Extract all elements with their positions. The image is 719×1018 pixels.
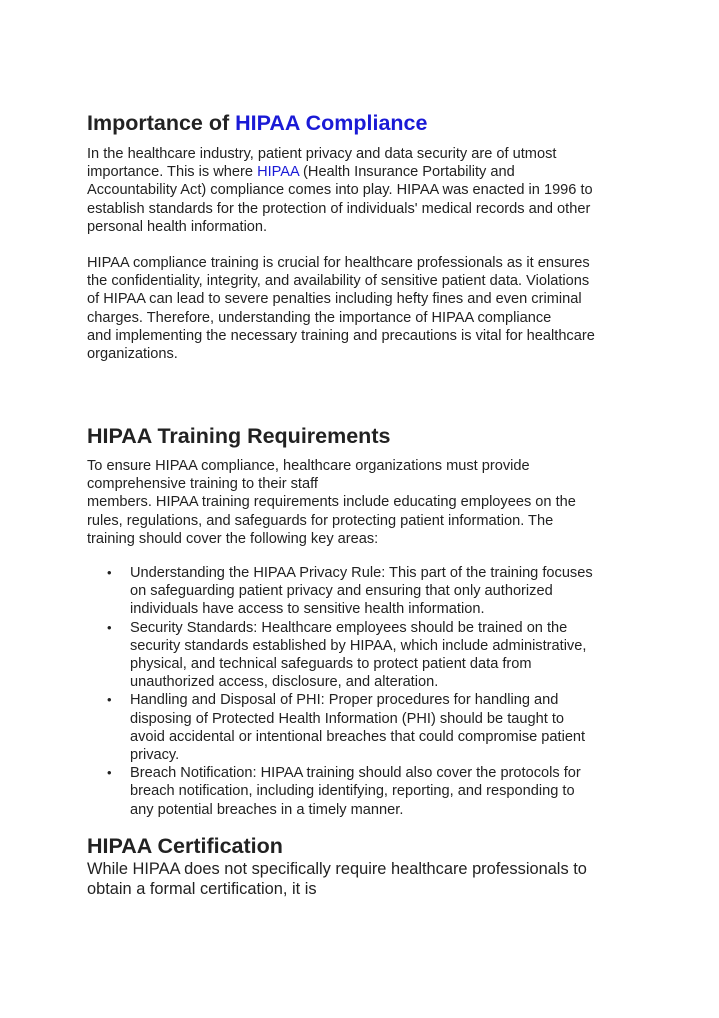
text-fragment: (Health Insurance Portability and xyxy=(298,164,515,181)
text-line: Understanding the HIPAA Privacy Rule: This part of the training focuses xyxy=(130,565,593,581)
paragraph-compliance-training xyxy=(87,254,647,363)
text-line: security standards established by HIPAA, which include administrative, xyxy=(130,637,587,654)
text-line: and implementing the necessary training and precautions is vital for healthcare xyxy=(87,327,595,344)
paragraph-training-intro xyxy=(87,457,647,548)
bullet-icon: • xyxy=(107,565,112,580)
list-item xyxy=(87,764,647,819)
text-line: establish standards for the protection of individuals' medical records and other xyxy=(87,200,591,217)
text-line: unauthorized access, disclosure, and alteration. xyxy=(130,674,439,691)
list-item xyxy=(87,691,647,764)
heading-hipaa-compliance-link[interactable]: HIPAA Compliance xyxy=(235,111,428,135)
text-line: Breach Notification: HIPAA training should also cover the protocols for xyxy=(130,765,581,782)
text-line: To ensure HIPAA compliance, healthcare organizations must provide xyxy=(87,458,530,474)
text-line: obtain a formal certification, it is xyxy=(87,879,317,898)
text-line: Security Standards: Healthcare employees should be trained on the xyxy=(130,619,568,636)
text-line: HIPAA compliance training is crucial for healthcare professionals as it ensures xyxy=(87,255,590,271)
bullet-icon: • xyxy=(107,765,112,781)
heading-importance-of-hipaa xyxy=(87,111,427,136)
text-line: on safeguarding patient privacy and ensuring that only authorized xyxy=(130,583,553,600)
text-line: privacy. xyxy=(130,747,180,764)
text-line: training should cover the following key areas: xyxy=(87,530,379,547)
text-line: comprehensive training to their staff xyxy=(87,476,318,493)
key-areas-list xyxy=(87,564,647,819)
text-line: members. HIPAA training requirements include educating employees on the xyxy=(87,494,576,511)
text-line: While HIPAA does not specifically require healthcare professionals to xyxy=(87,860,587,878)
bullet-icon: • xyxy=(107,692,112,708)
text-line: personal health information. xyxy=(87,218,268,235)
text-line: charges. Therefore, understanding the importance of HIPAA compliance xyxy=(87,309,552,326)
text-line: Handling and Disposal of PHI: Proper procedures for handling and xyxy=(130,692,559,709)
hipaa-link[interactable]: HIPAA xyxy=(257,164,299,181)
heading-prefix: Importance of xyxy=(87,111,236,135)
list-item xyxy=(87,619,647,692)
text-line: individuals have access to sensitive health information. xyxy=(130,601,485,618)
text-line: any potential breaches in a timely manner. xyxy=(130,801,404,818)
text-line: avoid accidental or intentional breaches that could compromise patient xyxy=(130,728,586,745)
text-line xyxy=(87,163,647,181)
text-line: breach notification, including identifying, reporting, and responding to xyxy=(130,783,575,800)
text-fragment: importance. This is where xyxy=(87,164,258,181)
paragraph-certification xyxy=(87,860,647,899)
text-line: physical, and technical safeguards to protect patient data from xyxy=(130,656,532,673)
text-line: Accountability Act) compliance comes into play. HIPAA was enacted in 1996 to xyxy=(87,182,593,199)
list-item xyxy=(87,564,647,619)
text-line: disposing of Protected Health Information (PHI) should be taught to xyxy=(130,710,565,727)
text-line: In the healthcare industry, patient privacy and data security are of utmost xyxy=(87,146,557,162)
heading-hipaa-certification: HIPAA Certification xyxy=(87,834,283,858)
text-line: of HIPAA can lead to severe penalties including hefty fines and even criminal xyxy=(87,291,582,308)
text-line: rules, regulations, and safeguards for protecting patient information. The xyxy=(87,512,554,529)
heading-training-requirements: HIPAA Training Requirements xyxy=(87,424,391,448)
text-line: organizations. xyxy=(87,346,178,363)
text-line: the confidentiality, integrity, and availability of sensitive patient data. Violations xyxy=(87,273,590,290)
bullet-icon: • xyxy=(107,619,112,635)
paragraph-intro xyxy=(87,145,647,236)
